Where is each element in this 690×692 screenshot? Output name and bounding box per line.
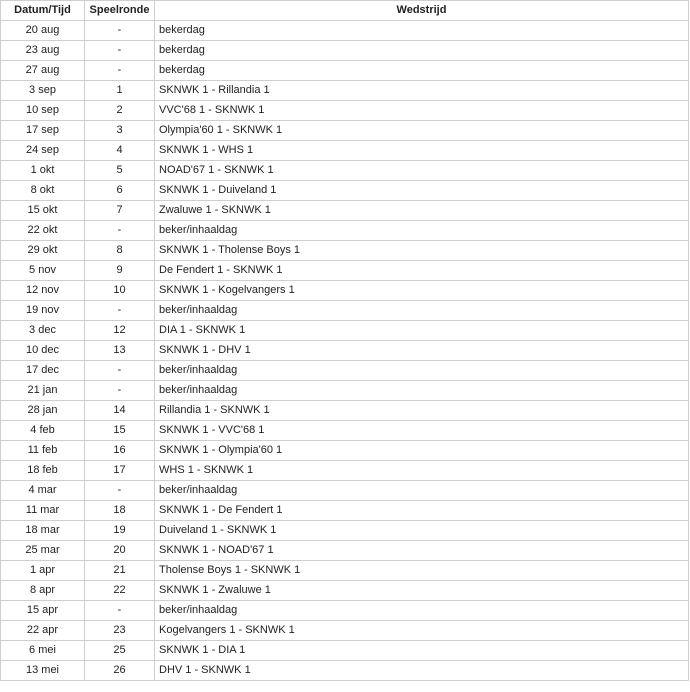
table-row [1, 21, 689, 41]
table-row [1, 41, 689, 61]
cell-match: Rillandia 1 - SKNWK 1 [155, 401, 689, 421]
cell-date: 1 okt [1, 161, 85, 181]
cell-match: De Fendert 1 - SKNWK 1 [155, 261, 689, 281]
cell-date: 21 jan [1, 381, 85, 401]
cell-date: 10 dec [1, 341, 85, 361]
table-row [1, 641, 689, 661]
cell-date: 5 nov [1, 261, 85, 281]
cell-date: 17 dec [1, 361, 85, 381]
cell-match: NOAD'67 1 - SKNWK 1 [155, 161, 689, 181]
cell-date: 13 mei [1, 661, 85, 681]
cell-date: 4 feb [1, 421, 85, 441]
table-row [1, 521, 689, 541]
cell-match: Zwaluwe 1 - SKNWK 1 [155, 201, 689, 221]
cell-match: DHV 1 - SKNWK 1 [155, 661, 689, 681]
table-row [1, 401, 689, 421]
cell-match: Duiveland 1 - SKNWK 1 [155, 521, 689, 541]
table-row [1, 301, 689, 321]
table-row [1, 321, 689, 341]
cell-round: 25 [85, 641, 155, 661]
cell-round: - [85, 41, 155, 61]
cell-round: 26 [85, 661, 155, 681]
table-row [1, 341, 689, 361]
cell-round: 22 [85, 581, 155, 601]
cell-date: 24 sep [1, 141, 85, 161]
header-round: Speelronde [85, 1, 155, 21]
cell-match: Olympia'60 1 - SKNWK 1 [155, 121, 689, 141]
cell-match: SKNWK 1 - WHS 1 [155, 141, 689, 161]
table-row [1, 601, 689, 621]
cell-date: 28 jan [1, 401, 85, 421]
cell-match: beker/inhaaldag [155, 301, 689, 321]
cell-round: 8 [85, 241, 155, 261]
cell-match: SKNWK 1 - Duiveland 1 [155, 181, 689, 201]
cell-date: 1 apr [1, 561, 85, 581]
cell-match: bekerdag [155, 21, 689, 41]
table-row [1, 461, 689, 481]
cell-date: 11 feb [1, 441, 85, 461]
cell-round: 7 [85, 201, 155, 221]
cell-round: 4 [85, 141, 155, 161]
cell-round: 13 [85, 341, 155, 361]
cell-date: 8 apr [1, 581, 85, 601]
cell-match: DIA 1 - SKNWK 1 [155, 321, 689, 341]
table-row [1, 181, 689, 201]
cell-match: beker/inhaaldag [155, 481, 689, 501]
table-row [1, 201, 689, 221]
table-row [1, 381, 689, 401]
cell-match: beker/inhaaldag [155, 361, 689, 381]
cell-date: 22 okt [1, 221, 85, 241]
cell-match: SKNWK 1 - Tholense Boys 1 [155, 241, 689, 261]
cell-round: - [85, 361, 155, 381]
cell-match: beker/inhaaldag [155, 221, 689, 241]
cell-date: 4 mar [1, 481, 85, 501]
cell-round: 12 [85, 321, 155, 341]
cell-round: 5 [85, 161, 155, 181]
cell-match: SKNWK 1 - Rillandia 1 [155, 81, 689, 101]
cell-round: 19 [85, 521, 155, 541]
cell-round: 10 [85, 281, 155, 301]
schedule-body [1, 21, 689, 681]
header-match: Wedstrijd [155, 1, 689, 21]
cell-round: 16 [85, 441, 155, 461]
cell-round: - [85, 381, 155, 401]
cell-match: WHS 1 - SKNWK 1 [155, 461, 689, 481]
table-row [1, 441, 689, 461]
cell-match: SKNWK 1 - VVC'68 1 [155, 421, 689, 441]
cell-match: bekerdag [155, 61, 689, 81]
cell-match: bekerdag [155, 41, 689, 61]
cell-match: SKNWK 1 - Olympia'60 1 [155, 441, 689, 461]
cell-round: 14 [85, 401, 155, 421]
table-row [1, 61, 689, 81]
cell-match: SKNWK 1 - Kogelvangers 1 [155, 281, 689, 301]
cell-round: 15 [85, 421, 155, 441]
cell-match: SKNWK 1 - De Fendert 1 [155, 501, 689, 521]
table-row [1, 141, 689, 161]
cell-date: 11 mar [1, 501, 85, 521]
table-row [1, 241, 689, 261]
table-row [1, 561, 689, 581]
cell-date: 25 mar [1, 541, 85, 561]
cell-match: Tholense Boys 1 - SKNWK 1 [155, 561, 689, 581]
table-row [1, 621, 689, 641]
table-row [1, 121, 689, 141]
header-row [1, 1, 689, 21]
cell-date: 15 okt [1, 201, 85, 221]
table-row [1, 481, 689, 501]
table-row [1, 541, 689, 561]
cell-date: 10 sep [1, 101, 85, 121]
cell-round: 3 [85, 121, 155, 141]
cell-match: Kogelvangers 1 - SKNWK 1 [155, 621, 689, 641]
cell-round: - [85, 21, 155, 41]
table-row [1, 161, 689, 181]
cell-date: 12 nov [1, 281, 85, 301]
cell-round: 23 [85, 621, 155, 641]
cell-round: 17 [85, 461, 155, 481]
cell-match: SKNWK 1 - DIA 1 [155, 641, 689, 661]
cell-round: - [85, 481, 155, 501]
cell-date: 22 apr [1, 621, 85, 641]
cell-match: SKNWK 1 - DHV 1 [155, 341, 689, 361]
cell-round: 9 [85, 261, 155, 281]
cell-round: - [85, 221, 155, 241]
cell-date: 18 feb [1, 461, 85, 481]
cell-date: 6 mei [1, 641, 85, 661]
cell-date: 18 mar [1, 521, 85, 541]
cell-round: 6 [85, 181, 155, 201]
cell-date: 23 aug [1, 41, 85, 61]
cell-round: - [85, 601, 155, 621]
table-row [1, 661, 689, 681]
header-date: Datum/Tijd [1, 1, 85, 21]
table-row [1, 261, 689, 281]
cell-match: beker/inhaaldag [155, 601, 689, 621]
cell-date: 3 sep [1, 81, 85, 101]
cell-round: 18 [85, 501, 155, 521]
cell-match: SKNWK 1 - Zwaluwe 1 [155, 581, 689, 601]
cell-date: 19 nov [1, 301, 85, 321]
cell-round: - [85, 61, 155, 81]
cell-date: 15 apr [1, 601, 85, 621]
cell-date: 27 aug [1, 61, 85, 81]
table-row [1, 501, 689, 521]
table-row [1, 581, 689, 601]
table-row [1, 81, 689, 101]
cell-match: SKNWK 1 - NOAD'67 1 [155, 541, 689, 561]
cell-match: beker/inhaaldag [155, 381, 689, 401]
cell-round: - [85, 301, 155, 321]
cell-date: 8 okt [1, 181, 85, 201]
cell-date: 29 okt [1, 241, 85, 261]
cell-date: 20 aug [1, 21, 85, 41]
cell-date: 3 dec [1, 321, 85, 341]
cell-round: 21 [85, 561, 155, 581]
cell-date: 17 sep [1, 121, 85, 141]
cell-match: VVC'68 1 - SKNWK 1 [155, 101, 689, 121]
cell-round: 2 [85, 101, 155, 121]
cell-round: 1 [85, 81, 155, 101]
table-row [1, 361, 689, 381]
table-row [1, 421, 689, 441]
table-row [1, 281, 689, 301]
cell-round: 20 [85, 541, 155, 561]
table-row [1, 101, 689, 121]
table-row [1, 221, 689, 241]
